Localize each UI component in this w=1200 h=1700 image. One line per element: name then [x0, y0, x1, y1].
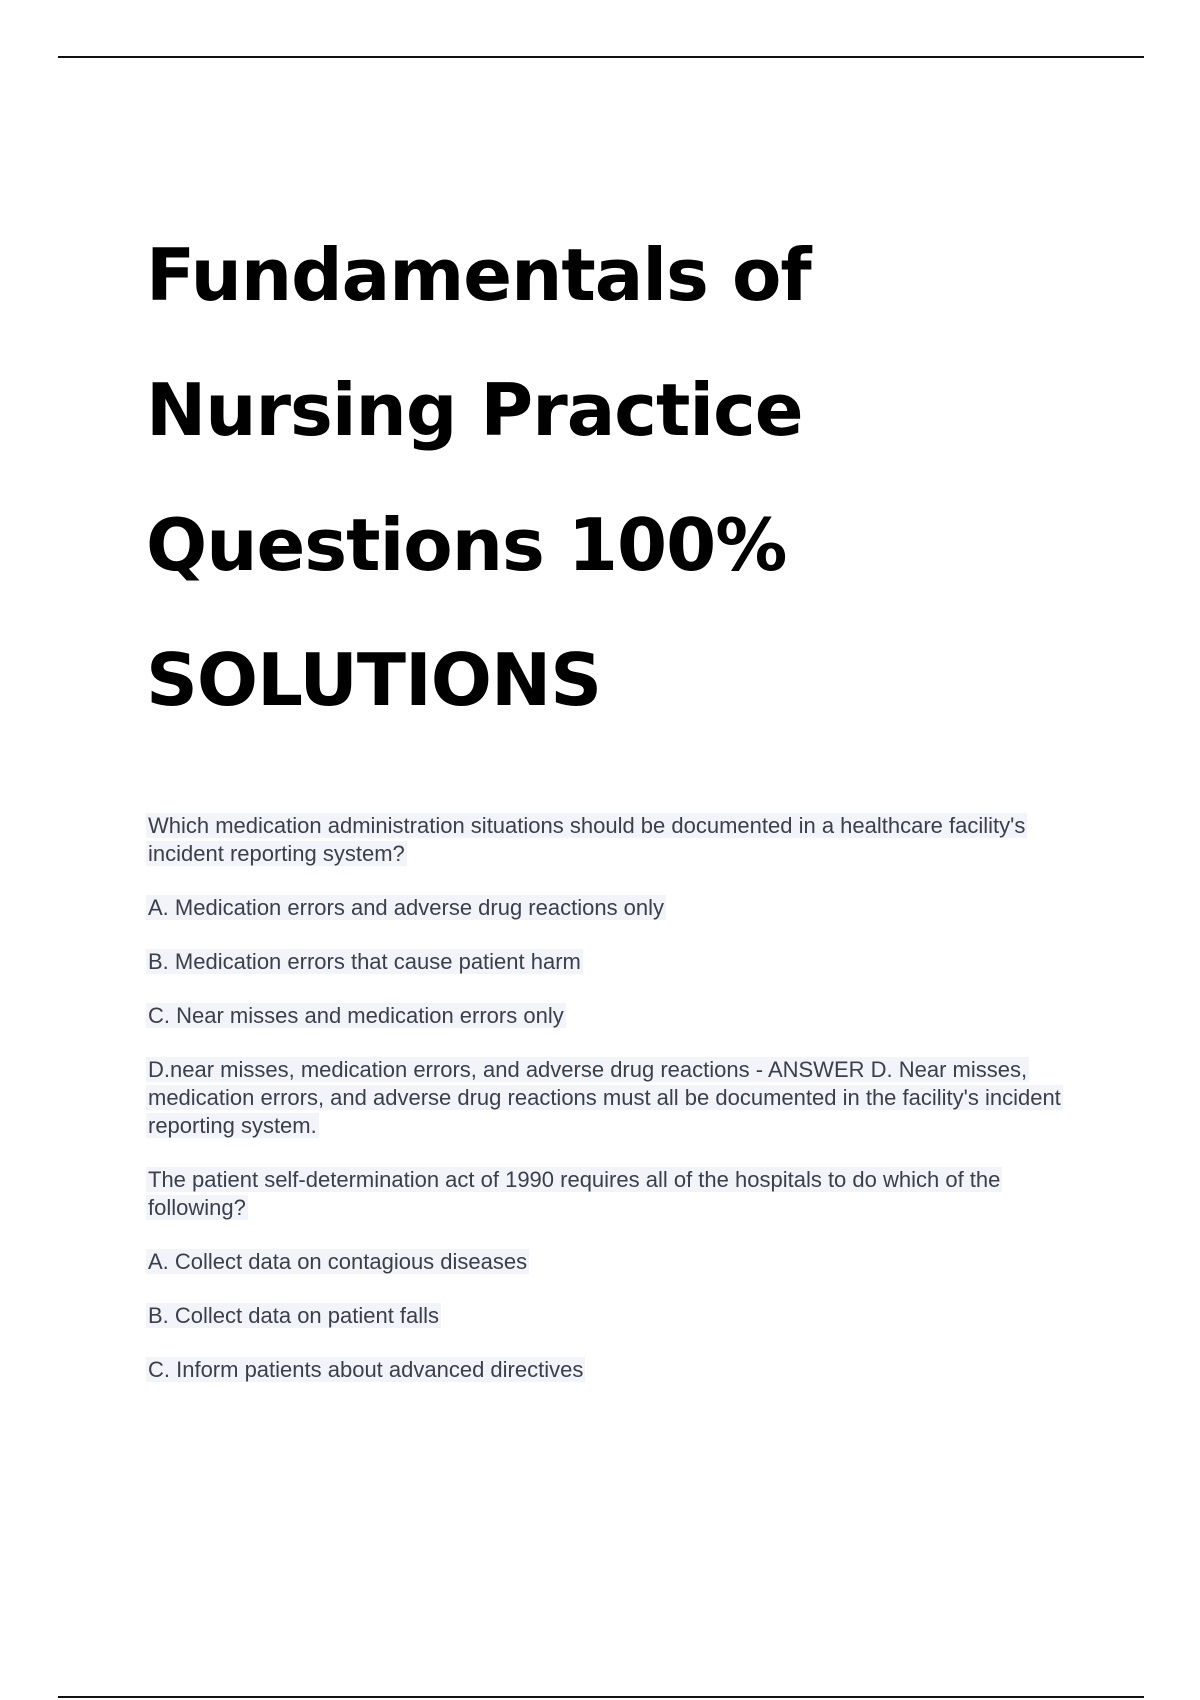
option-text: C. Near misses and medication errors only: [148, 1003, 564, 1028]
question-2: [146, 1166, 1096, 1222]
question-1-option-c: [146, 1002, 1096, 1030]
question-1-option-d-answer: [146, 1056, 1096, 1140]
title-line-1: Fundamentals of: [146, 233, 811, 317]
option-text: A. Collect data on contagious diseases: [148, 1249, 528, 1274]
question-2-option-a: [146, 1248, 1096, 1276]
question-2-text: The patient self-determination act of 1990 requires all of the hospitals to do which of the following?: [148, 1167, 1001, 1220]
question-1-text: Which medication administration situations should be documented in a healthcare facility's incident reporting system?: [148, 813, 1026, 866]
question-content: [146, 812, 1096, 1410]
option-answer-text: D.near misses, medication errors, and adverse drug reactions - ANSWER D. Near misses, medication errors, and adverse drug reactions must all be documented in the facility's incident reporting system.: [148, 1057, 1061, 1138]
question-1: [146, 812, 1096, 868]
question-1-option-a: [146, 894, 1096, 922]
question-2-option-b: [146, 1302, 1096, 1330]
title-line-4: SOLUTIONS: [146, 638, 602, 722]
question-1-option-b: [146, 948, 1096, 976]
option-text: B. Medication errors that cause patient harm: [148, 949, 581, 974]
title-line-3: Questions 100%: [146, 503, 787, 587]
option-text: A. Medication errors and adverse drug reactions only: [148, 895, 665, 920]
document-title: [146, 208, 1106, 748]
option-text: C. Inform patients about advanced directives: [148, 1357, 584, 1382]
title-line-2: Nursing Practice: [146, 368, 803, 452]
footer-rule: [58, 1696, 1144, 1698]
option-text: B. Collect data on patient falls: [148, 1303, 440, 1328]
header-rule: [58, 56, 1144, 58]
question-2-option-c: [146, 1356, 1096, 1384]
